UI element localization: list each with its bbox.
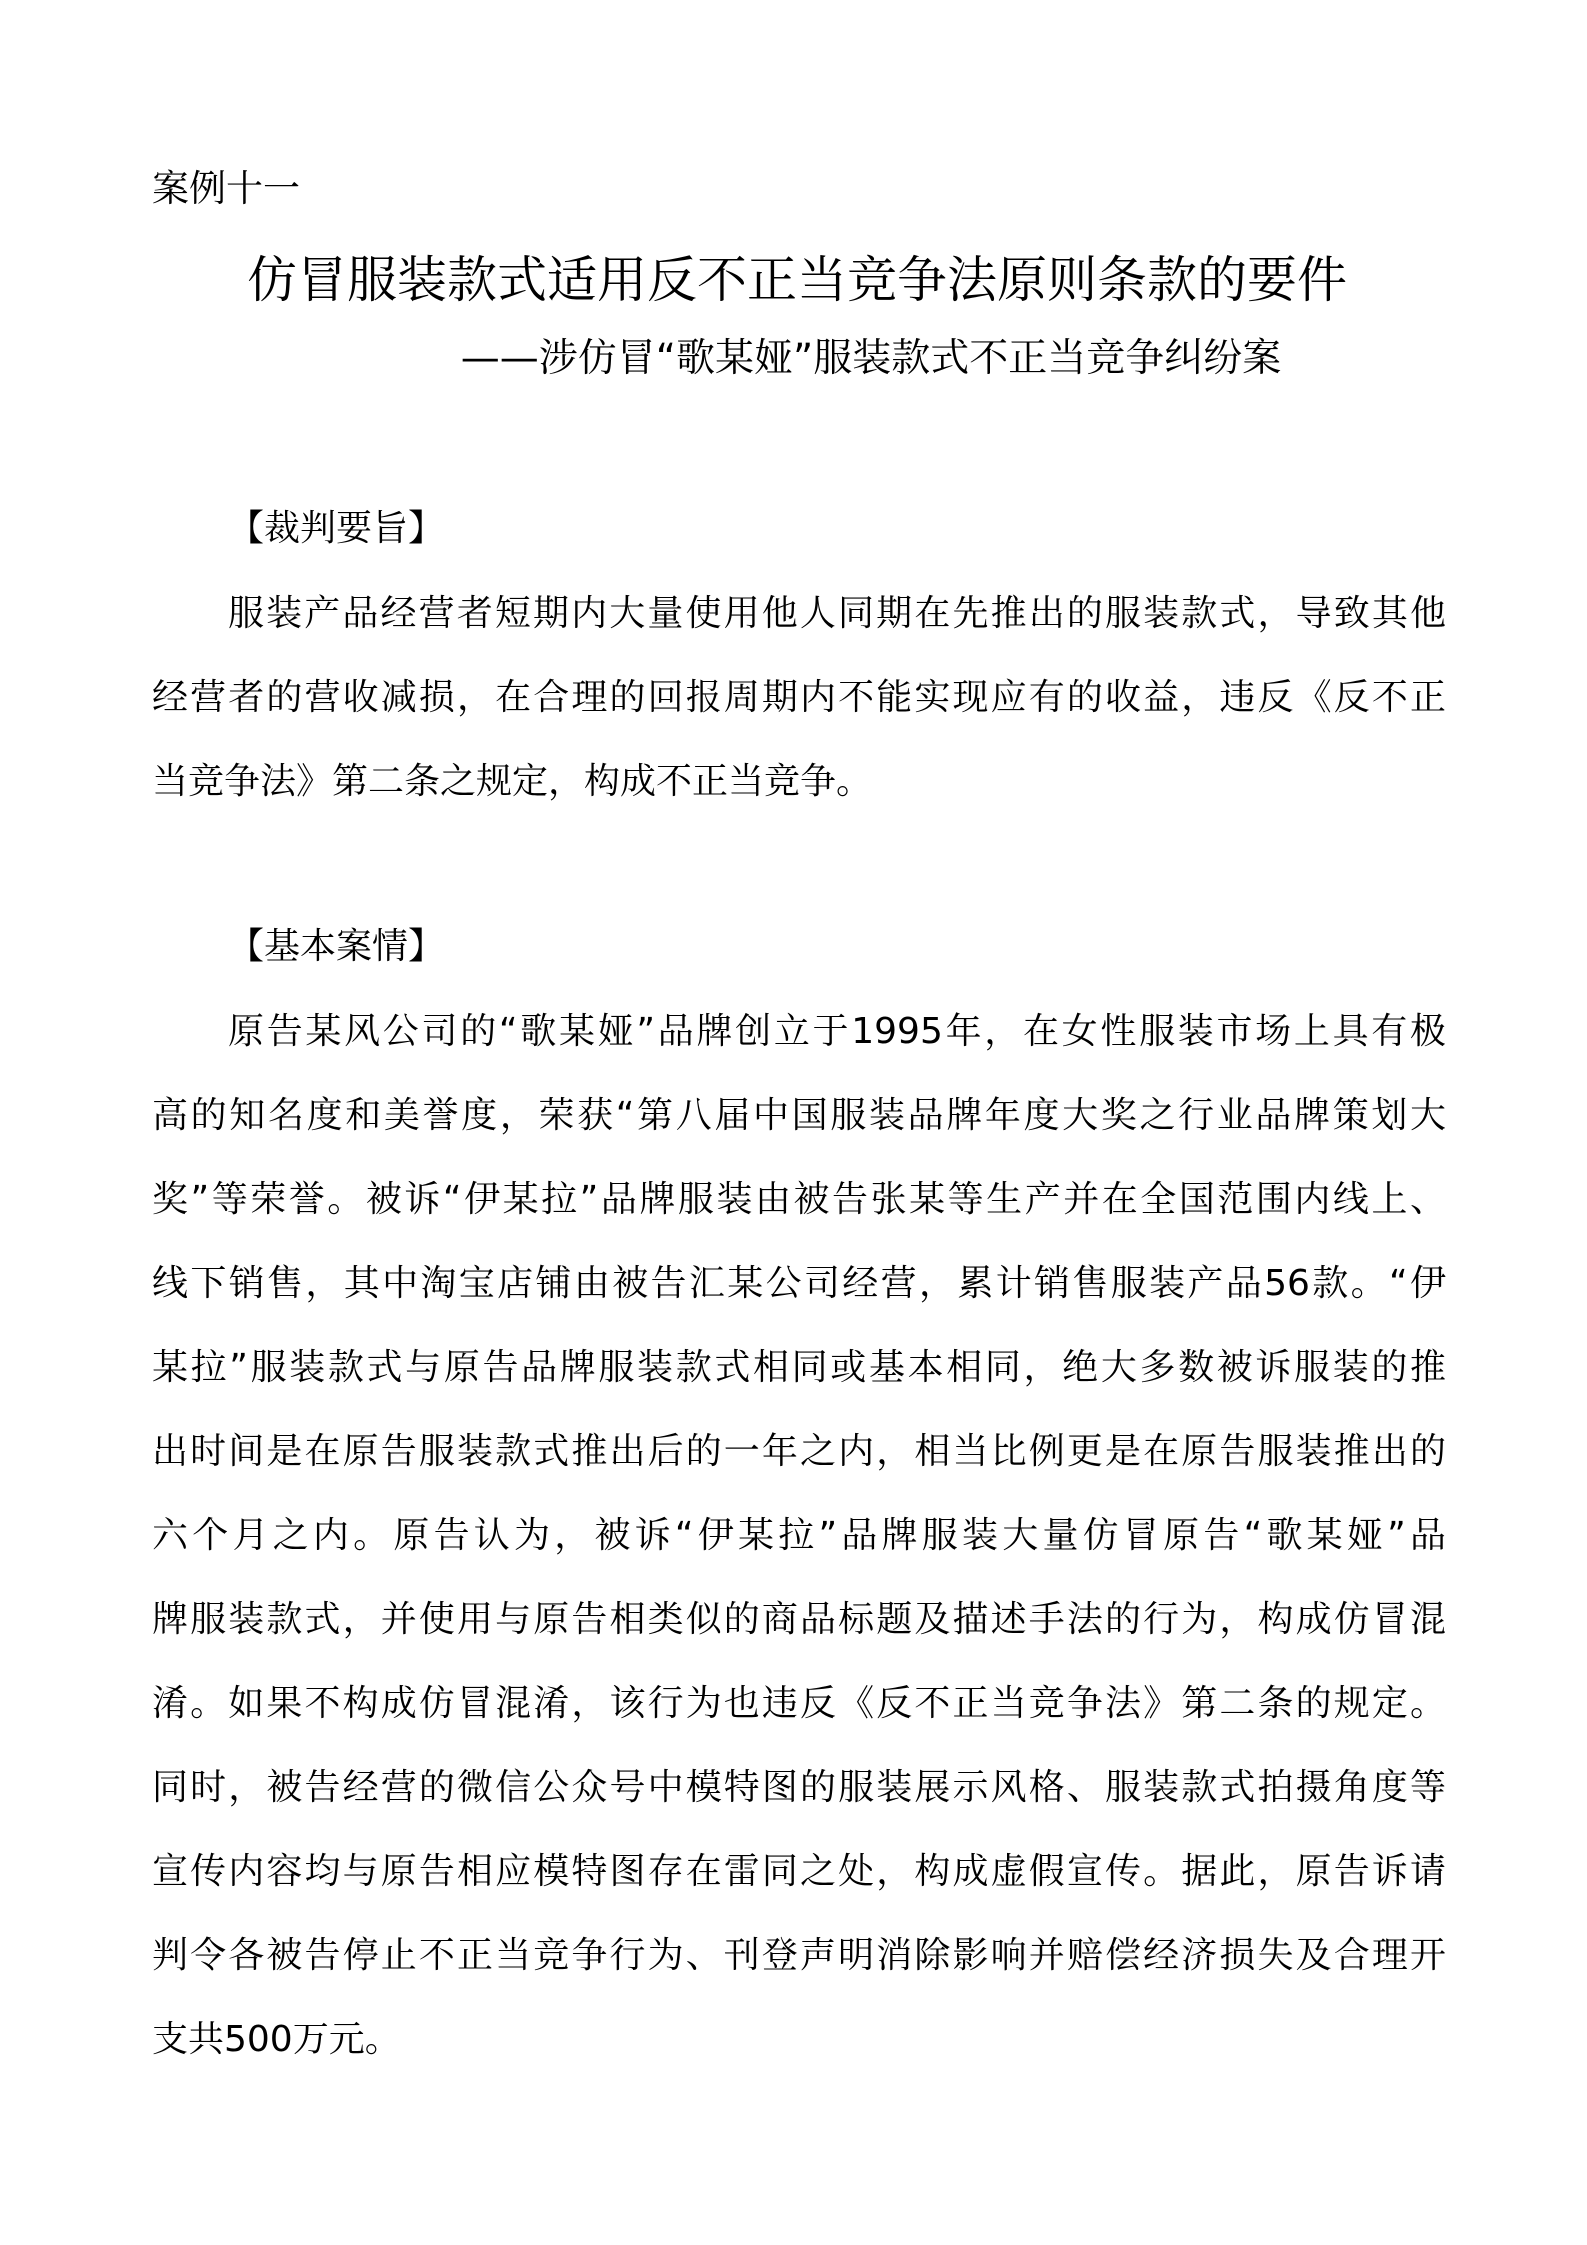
paragraph-line: 同时，被告经营的微信公众号中模特图的服装展示风格、服装款式拍摄角度等 [152,1767,1446,1808]
main-title: 仿冒服装款式适用反不正当竞争法原则条款的要件 [247,251,1347,309]
paragraph-line: 高的知名度和美誉度，荣获“第八届中国服装品牌年度大奖之行业品牌策划大 [152,1095,1446,1136]
paragraph-line: 奖”等荣誉。被诉“伊某拉”品牌服装由被告张某等生产并在全国范围内线上、 [152,1179,1446,1220]
paragraph-line: 当竞争法》第二条之规定，构成不正当竞争。 [152,761,873,802]
paragraph-line: 淆。如果不构成仿冒混淆，该行为也违反《反不正当竞争法》第二条的规定。 [152,1683,1446,1724]
paragraph-line: 原告某风公司的“歌某娅”品牌创立于1995年，在女性服装市场上具有极 [228,1011,1446,1052]
paragraph-line: 经营者的营收减损，在合理的回报周期内不能实现应有的收益，违反《反不正 [152,677,1446,718]
paragraph-line: 牌服装款式，并使用与原告相类似的商品标题及描述手法的行为，构成仿冒混 [152,1599,1446,1640]
subtitle: ——涉仿冒“歌某娅”服装款式不正当竞争纠纷案 [460,336,1282,381]
paragraph-line: 支共500万元。 [152,2019,401,2060]
paragraph-line: 出时间是在原告服装款式推出后的一年之内，相当比例更是在原告服装推出的 [152,1431,1446,1472]
judgment-gist-paragraph [152,572,1446,824]
paragraph-line: 服装产品经营者短期内大量使用他人同期在先推出的服装款式，导致其他 [228,593,1446,634]
section-heading-basic-facts: 【基本案情】 [228,926,445,967]
basic-facts-paragraph [152,990,1446,2082]
paragraph-line: 六个月之内。原告认为，被诉“伊某拉”品牌服装大量仿冒原告“歌某娅”品 [152,1515,1446,1556]
paragraph-line: 宣传内容均与原告相应模特图存在雷同之处，构成虚假宣传。据此，原告诉请 [152,1851,1446,1892]
paragraph-line: 线下销售，其中淘宝店铺由被告汇某公司经营，累计销售服装产品56款。“伊 [152,1263,1446,1304]
section-heading-judgment-gist: 【裁判要旨】 [228,508,445,549]
paragraph-line: 判令各被告停止不正当竞争行为、刊登声明消除影响并赔偿经济损失及合理开 [152,1935,1446,1976]
paragraph-line: 某拉”服装款式与原告品牌服装款式相同或基本相同，绝大多数被诉服装的推 [152,1347,1446,1388]
case-number: 案例十一 [152,167,300,210]
